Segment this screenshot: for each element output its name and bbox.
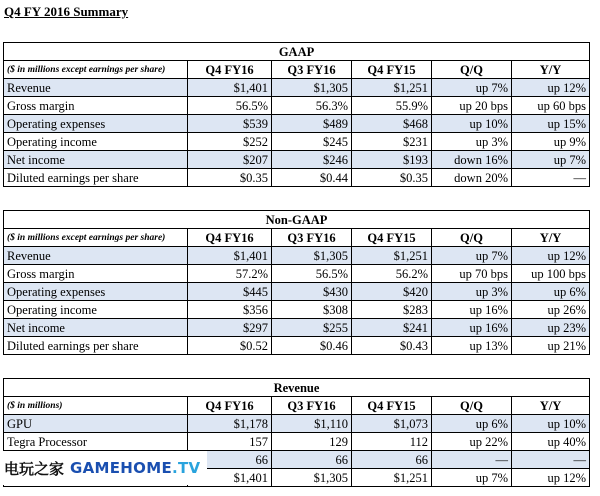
table-cell: $231 xyxy=(352,133,432,151)
row-label: Gross margin xyxy=(4,97,188,115)
row-label: Diluted earnings per share xyxy=(4,169,188,187)
table-row xyxy=(4,169,590,187)
table-cell: up 16% xyxy=(432,319,512,337)
table-row xyxy=(4,415,590,433)
table-cell: up 6% xyxy=(512,283,590,301)
table-cell: $468 xyxy=(352,115,432,133)
table-cell: up 9% xyxy=(512,133,590,151)
table-row xyxy=(4,337,590,355)
table-cell: $1,401 xyxy=(188,469,272,487)
table-title: Non-GAAP xyxy=(4,211,590,229)
table-cell: up 70 bps xyxy=(432,265,512,283)
table-cell: 56.5% xyxy=(272,265,352,283)
table-cell: up 10% xyxy=(432,115,512,133)
table-cell: $0.35 xyxy=(188,169,272,187)
table-cell: $193 xyxy=(352,151,432,169)
table-cell: up 100 bps xyxy=(512,265,590,283)
table-row xyxy=(4,151,590,169)
row-label: Operating income xyxy=(4,301,188,319)
table-cell: $539 xyxy=(188,115,272,133)
table-row xyxy=(4,115,590,133)
table-cell: $308 xyxy=(272,301,352,319)
table-cell: up 12% xyxy=(512,79,590,97)
table-cell: up 13% xyxy=(432,337,512,355)
table-cell: up 22% xyxy=(432,433,512,451)
table-cell: 112 xyxy=(352,433,432,451)
table-cell: $246 xyxy=(272,151,352,169)
table-cell: $1,178 xyxy=(188,415,272,433)
table-cell: $430 xyxy=(272,283,352,301)
table-cell: — xyxy=(512,169,590,187)
column-header: Q4 FY16 xyxy=(188,61,272,79)
table-cell: $252 xyxy=(188,133,272,151)
table-row xyxy=(4,283,590,301)
table-cell: 56.3% xyxy=(272,97,352,115)
table-cell: $241 xyxy=(352,319,432,337)
column-header: Q/Q xyxy=(432,61,512,79)
table-cell: up 7% xyxy=(512,151,590,169)
table-cell: $0.52 xyxy=(188,337,272,355)
table-cell: up 40% xyxy=(512,433,590,451)
table-cell: up 3% xyxy=(432,133,512,151)
column-header: Q4 FY16 xyxy=(188,397,272,415)
column-header: Y/Y xyxy=(512,397,590,415)
gaap-table xyxy=(3,42,590,187)
table-cell: 66 xyxy=(352,451,432,469)
table-cell: $420 xyxy=(352,283,432,301)
table-cell: up 60 bps xyxy=(512,97,590,115)
header-label: ($ in millions except earnings per share) xyxy=(4,229,188,247)
row-label: Operating expenses xyxy=(4,283,188,301)
table-cell: $445 xyxy=(188,283,272,301)
header-label: ($ in millions except earnings per share) xyxy=(4,61,188,79)
table-cell: down 16% xyxy=(432,151,512,169)
table-cell: up 16% xyxy=(432,301,512,319)
column-header: Q3 FY16 xyxy=(272,229,352,247)
row-label: Revenue xyxy=(4,79,188,97)
non-gaap-table xyxy=(3,210,590,355)
row-label: Tegra Processor xyxy=(4,433,188,451)
table-cell: up 12% xyxy=(512,247,590,265)
row-label: Diluted earnings per share xyxy=(4,337,188,355)
table-cell: up 20 bps xyxy=(432,97,512,115)
column-header: Q4 FY15 xyxy=(352,61,432,79)
column-header: Q/Q xyxy=(432,397,512,415)
row-label: Net income xyxy=(4,151,188,169)
table-cell: 56.2% xyxy=(352,265,432,283)
table-cell: 129 xyxy=(272,433,352,451)
table-cell: up 15% xyxy=(512,115,590,133)
table-cell: up 21% xyxy=(512,337,590,355)
column-header: Q4 FY15 xyxy=(352,229,432,247)
table-cell: $0.43 xyxy=(352,337,432,355)
column-header: Y/Y xyxy=(512,229,590,247)
table-cell: $297 xyxy=(188,319,272,337)
table-cell: $1,401 xyxy=(188,247,272,265)
column-header: Q/Q xyxy=(432,229,512,247)
table-row xyxy=(4,97,590,115)
table-cell: up 7% xyxy=(432,247,512,265)
table-cell: $1,251 xyxy=(352,247,432,265)
table-cell: $1,305 xyxy=(272,79,352,97)
table-cell: up 6% xyxy=(432,415,512,433)
table-cell: $1,305 xyxy=(272,469,352,487)
watermark-brand-text: GAMEHOME xyxy=(70,459,172,477)
table-cell: down 20% xyxy=(432,169,512,187)
table-cell: $1,110 xyxy=(272,415,352,433)
row-label: GPU xyxy=(4,415,188,433)
row-label: Net income xyxy=(4,319,188,337)
table-cell: up 3% xyxy=(432,283,512,301)
table-cell: 57.2% xyxy=(188,265,272,283)
table-row xyxy=(4,247,590,265)
table-cell: $1,073 xyxy=(352,415,432,433)
column-header: Q3 FY16 xyxy=(272,397,352,415)
watermark-logo xyxy=(0,451,207,485)
table-cell: 56.5% xyxy=(188,97,272,115)
column-header: Q3 FY16 xyxy=(272,61,352,79)
table-cell: up 23% xyxy=(512,319,590,337)
table-cell: up 10% xyxy=(512,415,590,433)
watermark-cn-text: 电玩之家 xyxy=(4,459,65,478)
table-cell: $283 xyxy=(352,301,432,319)
table-cell: up 7% xyxy=(432,79,512,97)
table-cell: $0.35 xyxy=(352,169,432,187)
table-row xyxy=(4,301,590,319)
row-label: Revenue xyxy=(4,247,188,265)
table-row xyxy=(4,433,590,451)
row-label: Operating expenses xyxy=(4,115,188,133)
table-cell: $1,251 xyxy=(352,469,432,487)
page-title: Q4 FY 2016 Summary xyxy=(4,4,129,19)
table-cell: $0.44 xyxy=(272,169,352,187)
header-label: ($ in millions) xyxy=(4,397,188,415)
column-header: Y/Y xyxy=(512,61,590,79)
row-label: Operating income xyxy=(4,133,188,151)
table-cell: 66 xyxy=(188,451,272,469)
table-cell: $1,251 xyxy=(352,79,432,97)
table-row xyxy=(4,79,590,97)
row-label: Gross margin xyxy=(4,265,188,283)
watermark-domain-text: .TV xyxy=(172,459,201,477)
table-cell: up 7% xyxy=(432,469,512,487)
table-row xyxy=(4,265,590,283)
table-cell: up 12% xyxy=(512,469,590,487)
column-header: Q4 FY16 xyxy=(188,229,272,247)
table-row xyxy=(4,319,590,337)
table-cell: — xyxy=(512,451,590,469)
table-cell: $255 xyxy=(272,319,352,337)
table-cell: $1,401 xyxy=(188,79,272,97)
table-cell: $489 xyxy=(272,115,352,133)
table-cell: 66 xyxy=(272,451,352,469)
table-cell: up 26% xyxy=(512,301,590,319)
column-header: Q4 FY15 xyxy=(352,397,432,415)
table-cell: 157 xyxy=(188,433,272,451)
table-title: GAAP xyxy=(4,43,590,61)
table-cell: $207 xyxy=(188,151,272,169)
table-title: Revenue xyxy=(4,379,590,397)
table-cell: $356 xyxy=(188,301,272,319)
table-cell: 55.9% xyxy=(352,97,432,115)
table-row xyxy=(4,133,590,151)
table-cell: $0.46 xyxy=(272,337,352,355)
table-cell: — xyxy=(432,451,512,469)
table-cell: $245 xyxy=(272,133,352,151)
table-cell: $1,305 xyxy=(272,247,352,265)
